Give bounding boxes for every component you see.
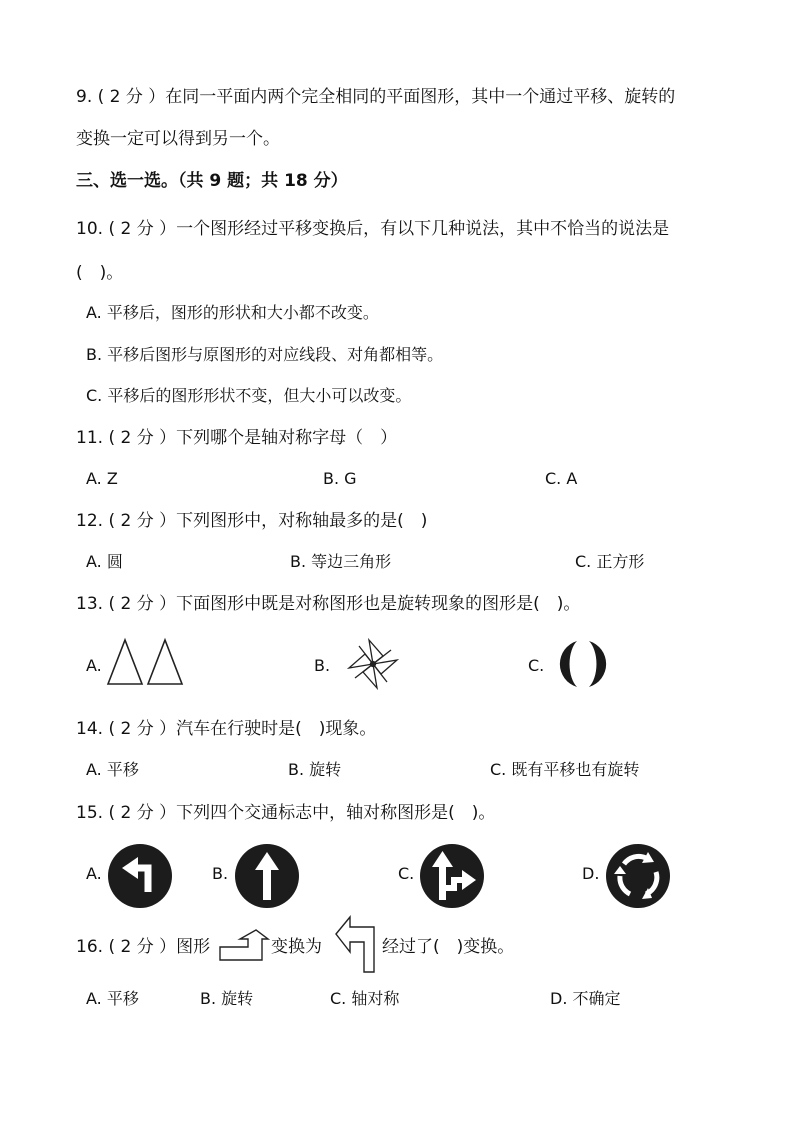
q16-text-part1: 16. ( 2 分 ）图形 [76,937,211,957]
straight-or-right-sign-icon [418,842,486,910]
q10-line2: ( )。 [76,263,124,283]
q16-option-a: A. 平移 [86,989,139,1008]
pinwheel-figure [343,636,403,692]
q15-option-a: A. [86,864,102,883]
q10-option-c: C. 平移后的图形形状不变，但大小可以改变。 [86,386,412,405]
section-title: 三、选一选。（共 9 题；共 18 分） [76,171,348,191]
q14-text: 14. ( 2 分 ）汽车在行驶时是( )现象。 [76,719,377,739]
q12-option-a: A. 圆 [86,552,123,571]
two-triangles-figure [104,636,186,688]
q11-option-a: A. Z [86,469,118,488]
q16-text-part3: 经过了( )变换。 [382,937,515,957]
q13-text: 13. ( 2 分 ）下面图形中既是对称图形也是旋转现象的图形是( )。 [76,594,581,614]
q11-text: 11. ( 2 分 ）下列哪个是轴对称字母（ ） [76,428,398,448]
q12-option-c: C. 正方形 [575,552,645,571]
q15-option-d: D. [582,864,600,883]
q11-option-b: B. G [323,469,357,488]
q15-option-c: C. [398,864,415,883]
crescents-figure [553,638,613,690]
source-arrow-figure [218,929,270,963]
q14-option-b: B. 旋转 [288,760,342,779]
q9-line2: 变换一定可以得到另一个。 [76,129,280,149]
q10-option-a: A. 平移后，图形的形状和大小都不改变。 [86,303,379,322]
q12-text: 12. ( 2 分 ）下列图形中，对称轴最多的是( ) [76,511,428,531]
q16-option-b: B. 旋转 [200,989,254,1008]
q10-line1: 10. ( 2 分 ）一个图形经过平移变换后，有以下几种说法，其中不恰当的说法是 [76,219,670,239]
q16-option-c: C. 轴对称 [330,989,400,1008]
roundabout-sign-icon [604,842,672,910]
q11-option-c: C. A [545,469,578,488]
turn-left-sign-icon [106,842,174,910]
q16-option-d: D. 不确定 [550,989,621,1008]
straight-ahead-sign-icon [233,842,301,910]
q12-option-b: B. 等边三角形 [290,552,392,571]
q13-option-b: B. [314,656,331,675]
q16-text-part2: 变换为 [271,937,322,957]
target-arrow-figure [334,914,378,976]
q13-option-c: C. [528,656,545,675]
q13-option-a: A. [86,656,102,675]
q10-option-b: B. 平移后图形与原图形的对应线段、对角都相等。 [86,345,444,364]
q14-option-a: A. 平移 [86,760,139,779]
q15-option-b: B. [212,864,229,883]
q14-option-c: C. 既有平移也有旋转 [490,760,640,779]
q15-text: 15. ( 2 分 ）下列四个交通标志中，轴对称图形是( )。 [76,803,496,823]
q9-line1: 9. ( 2 分 ）在同一平面内两个完全相同的平面图形，其中一个通过平移、旋转的 [76,87,676,107]
